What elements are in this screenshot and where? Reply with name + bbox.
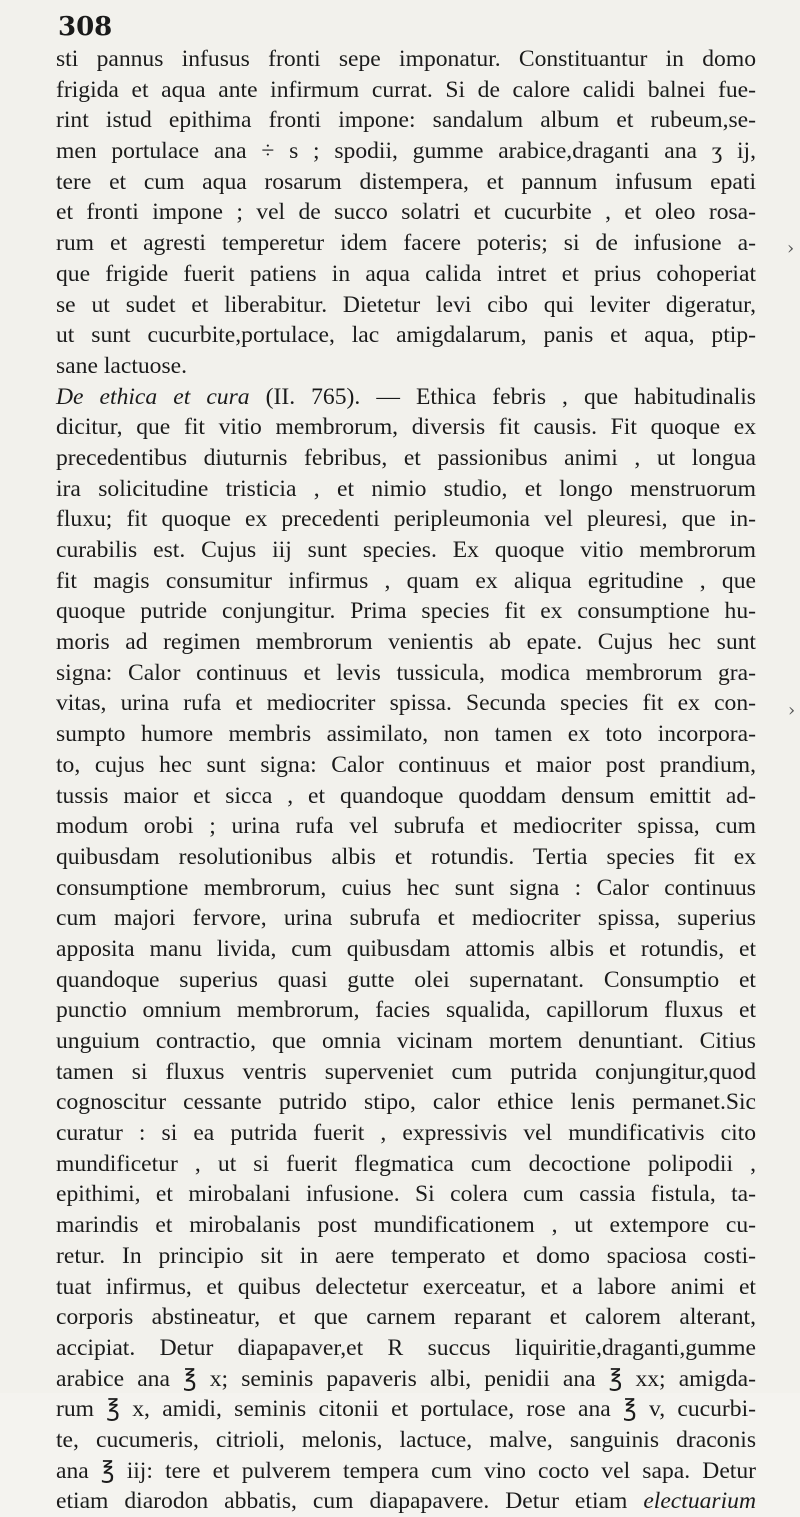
text-line: consumptione membrorum, cuius hec sunt signa : Calor continuus [56,874,756,901]
text-line: quibusdam resolutionibus albis et rotundis. Tertia species fit ex [56,843,756,870]
body-text [56,44,756,1517]
text-line: sane lactuose. [56,352,188,379]
text-line: cum majori fervore, urina subrufa et mediocriter spissa, superius [56,905,756,932]
text-line: tere et cum aqua rosarum distempera, et pannum infusum epati [56,168,756,195]
text-line: unguium contractio, que omnia vicinam mortem denuntiant. Citius [56,1028,756,1054]
text-line: rum et agresti temperetur idem facere poteris; si de infusione a- [56,230,756,257]
text-line: cognoscitur cessante putrido stipo, calor ethice lenis permanet.Sic [56,1089,756,1116]
page-number: 308 [58,12,113,42]
text-line: vitas, urina rufa et mediocriter spissa. Secunda species fit ex con- [56,690,756,717]
text-line: ut sunt cucurbite,portulace, lac amigdalarum, panis et aqua, ptip- [56,322,756,349]
text-line: to, cujus hec sunt signa: Calor continuus et maior post prandium, [56,751,756,778]
text-line: moris ad regimen membrorum venientis ab epate. Cujus hec sunt [56,629,756,656]
text-line: arabice ana ℥ x; seminis papaveris albi, penidii ana ℥ xx; amigda- [56,1365,756,1392]
text-line: epithimi, et mirobalani infusione. Si colera cum cassia fistula, ta- [56,1181,756,1208]
text-line: quandoque superius quasi gutte olei supernatant. Consumptio et [56,966,756,993]
margin-mark: › [788,700,796,721]
text-line: men portulace ana ÷ s ; spodii, gumme arabice,draganti ana ʒ ij, [56,138,756,165]
text-line: et fronti impone ; vel de succo solatri et cucurbite , et oleo rosa- [56,199,756,226]
section-heading-line [56,382,756,413]
text-line: rum ℥ x, amidi, seminis citonii et portulace, rose ana ℥ v, cucurbi- [56,1396,756,1423]
text-line: tussis maior et sicca , et quandoque quoddam densum emittit ad- [56,782,756,809]
last-text-line [56,1486,756,1517]
text-line: sti pannus infusus fronti sepe imponatur. Constituantur in domo [56,46,756,72]
text-line: te, cucumeris, citrioli, melonis, lactuce, malve, sanguinis draconis [56,1426,756,1453]
text-line: sumpto humore membris assimilato, non tamen ex toto incorpora- [56,721,756,748]
text-line: fit magis consumitur infirmus , quam ex aliqua egritudine , que [56,567,756,594]
last-line-text: etiam diarodon abbatis, cum diapapavere. Detur etiam [56,1488,628,1515]
last-line-italic-word: electuarium [643,1488,757,1515]
text-line: curatur : si ea putrida fuerit , expressivis vel mundificativis cito [56,1120,756,1147]
text-line: ira solicitudine tristicia , et nimio studio, et longo menstruorum [56,475,756,502]
section-heading-title: De ethica et cura [56,383,250,410]
text-line: modum orobi ; urina rufa vel subrufa et mediocriter spissa, cum [56,813,756,840]
text-line: apposita manu livida, cum quibusdam attomis albis et rotundis, et [56,935,756,962]
text-line: tamen si fluxus ventris superveniet cum putrida conjungitur,quod [56,1058,756,1085]
text-line: tuat infirmus, et quibus delectetur exerceatur, et a labore animi et [56,1273,756,1300]
section-heading-rest: (II. 765). — Ethica febris , que habitudinalis [249,383,756,410]
text-line: dicitur, que fit vitio membrorum, diversis fit causis. Fit quoque ex [56,414,756,441]
text-line: rint istud epithima fronti impone: sandalum album et rubeum,se- [56,107,756,134]
text-line: accipiat. Detur diapapaver,et R succus liquiritie,draganti,gumme [56,1334,756,1361]
text-line: mundificetur , ut si fuerit flegmatica cum decoctione polipodii , [56,1150,756,1177]
margin-mark: › [787,238,795,259]
text-line: quoque putride conjungitur. Prima species fit ex consumptione hu- [56,598,756,625]
text-line: marindis et mirobalanis post mundificationem , ut extempore cu- [56,1212,756,1239]
text-line: signa: Calor continuus et levis tussicula, modica membrorum gra- [56,659,756,686]
text-line: precedentibus diuturnis febribus, et passionibus animi , ut longua [56,444,756,471]
text-line: se ut sudet et liberabitur. Dietetur levi cibo qui leviter digeratur, [56,291,756,318]
text-line: curabilis est. Cujus iij sunt species. Ex quoque vitio membrorum [56,537,756,563]
text-line: punctio omnium membrorum, facies squalida, capillorum fluxus et [56,997,756,1024]
text-line: retur. In principio sit in aere temperato et domo spaciosa costi- [56,1242,756,1269]
text-line: frigida et aqua ante infirmum currat. Si de calore calidi balnei fue- [56,76,756,103]
text-line: que frigide fuerit patiens in aqua calida intret et prius cohoperiat [56,260,756,287]
text-line: corporis abstineatur, et que carnem reparant et calorem alterant, [56,1304,756,1331]
text-line: fluxu; fit quoque ex precedenti peripleumonia vel pleuresi, que in- [56,506,756,533]
text-line: ana ℥ iij: tere et pulverem tempera cum vino cocto vel sapa. Detur [56,1457,756,1484]
